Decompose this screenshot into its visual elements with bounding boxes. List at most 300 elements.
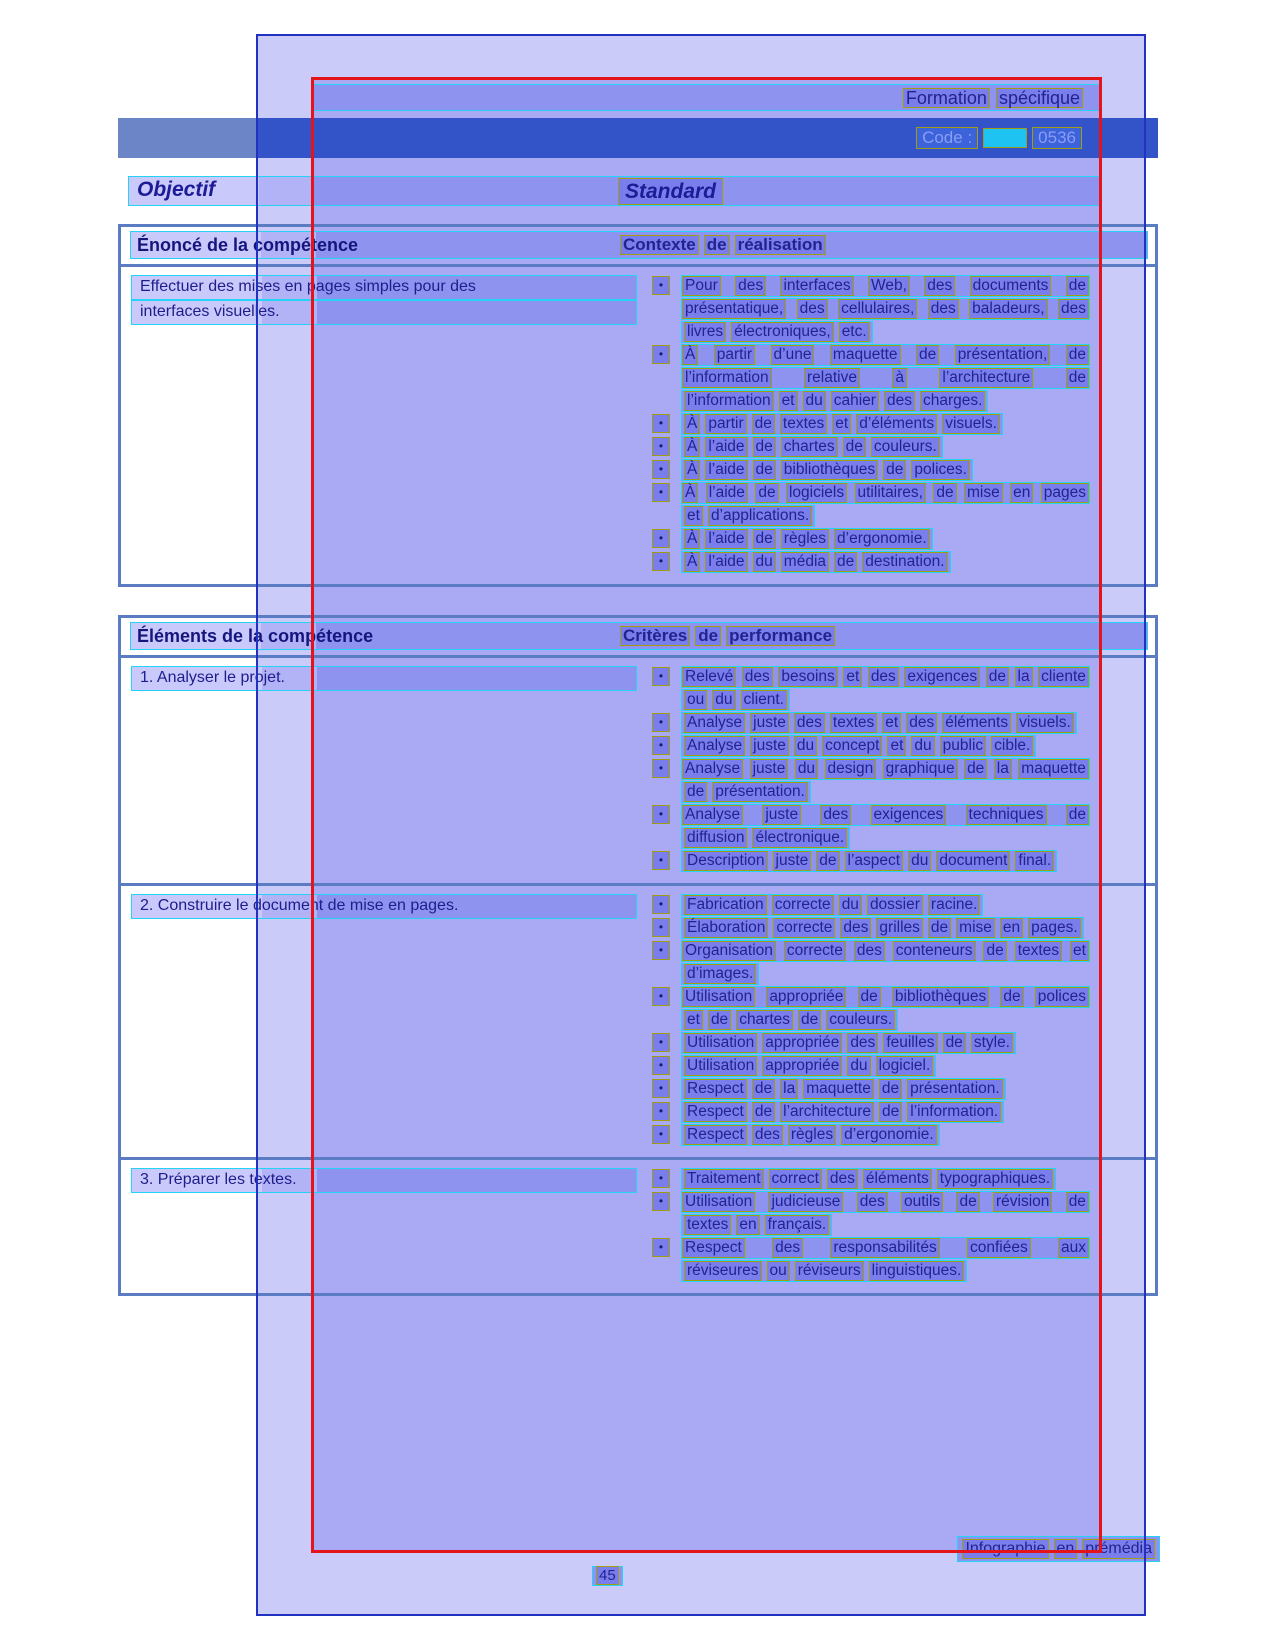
word-chip: client. [741,690,788,710]
bullet-marker: • [652,1102,670,1121]
bullet-marker: • [652,1079,670,1098]
line-highlight [681,1101,1004,1123]
bullet-marker: • [652,713,670,732]
word-chip: d’applications. [708,506,812,526]
word-chip: de [983,941,1006,961]
line-highlight [681,482,1090,504]
word-chip: couleurs. [871,437,940,457]
word-chip: textes [1015,941,1062,961]
bullet-marker: • [652,552,670,571]
word-chip: de [834,552,857,572]
word-chip: style. [971,1033,1013,1053]
word-chip: l’architecture [939,368,1033,388]
line-highlight [681,1078,1006,1100]
word-chip: des [847,1033,878,1053]
bullet-marker: • [652,895,670,914]
word-chip: utilitaires, [855,483,926,503]
word-chip: règles [788,1125,836,1145]
word-chip: du [794,736,817,756]
word-chip: de [684,782,707,802]
word-chip: présentatique, [682,299,786,319]
word-chip: des [772,1238,803,1258]
table1-header-band [130,231,1148,259]
word-chip: de [986,667,1009,687]
word-chip: partir [714,345,755,365]
statement-line: interfaces visuelles. [131,300,637,325]
word-chip: des [827,1169,858,1189]
bullet-marker: • [652,1033,670,1052]
line-highlight [681,275,1090,297]
word-chip: électroniques, [731,322,834,342]
code-label: Code : [916,127,978,149]
bullet-line [620,712,1090,735]
word-chip: de [943,1033,966,1053]
word-chip: présentation. [712,782,808,802]
word-chip: français. [765,1215,830,1235]
word-chip: des [868,667,899,687]
word-chip: du [839,895,862,915]
footer-note-line [957,1536,1160,1562]
table1-header-row [121,227,1155,267]
word-chip: des [884,391,915,411]
word-chip: des [854,941,885,961]
word-chip: relative [804,368,860,388]
word-chip: de [752,1079,775,1099]
word-chip: mise [956,918,995,938]
element-cell [131,1168,637,1193]
word-chip: Respect [684,1125,747,1145]
bullet-line [620,850,1090,873]
bullet-line [620,1055,1090,1078]
line-highlight [681,804,1090,826]
line-highlight [681,298,1090,320]
bullet-line [620,917,1090,940]
header-bar [118,118,1158,158]
bullet-marker: • [652,414,670,433]
word-chip: livres [684,322,726,342]
word-chip: de [956,1192,979,1212]
bullet-line [620,1214,1090,1237]
criteria-cell [620,1160,1090,1293]
bullet-line [620,436,1090,459]
word-chip: de [755,483,778,503]
word-chip: logiciels [786,483,847,503]
word-chip: pages. [1028,918,1081,938]
bullet-line [620,1168,1090,1191]
word-chip: Respect [684,1079,747,1099]
line-highlight [681,1055,936,1077]
word-chip: et [832,414,851,434]
word-chip: Contexte [620,235,699,255]
row-label: 2. Construire le document de mise en pages. [131,894,637,919]
bullet-line [620,1260,1090,1283]
bullet-line [620,735,1090,758]
word-chip: à [892,368,907,388]
word-chip: l’information. [907,1102,1001,1122]
bullet-line [620,986,1090,1009]
word-chip: l’aide [705,460,747,480]
word-chip: diffusion [684,828,747,848]
word-chip: de [916,345,939,365]
bullet-line [620,963,1090,986]
word-chip: etc. [839,322,870,342]
word-chip: À [684,437,700,457]
bullet-line [620,551,1090,574]
word-chip: et [779,391,798,411]
word-chip: de [928,918,951,938]
word-chip: juste [773,851,812,871]
bullet-line [620,413,1090,436]
word-chip: révision [993,1192,1052,1212]
bullet-line [620,827,1090,850]
word-chip: Utilisation [684,1056,757,1076]
word-chip: média [781,552,829,572]
line-highlight [681,758,1090,780]
word-chip: de [843,437,866,457]
word-chip: grilles [876,918,922,938]
line-highlight [681,390,988,412]
word-chip: À [684,552,700,572]
word-chip: de [1066,276,1089,296]
word-chip: des [794,713,825,733]
word-chip: mise [964,483,1003,503]
word-chip: d’ergonomie. [841,1125,937,1145]
word-chip: du [803,391,826,411]
word-chip: confiées [967,1238,1031,1258]
word-chip: électronique. [752,828,847,848]
bullet-line [620,321,1090,344]
word-chip: du [908,851,931,871]
word-chip: des [840,918,871,938]
bullet-marker: • [652,736,670,755]
bullet-marker: • [652,276,670,295]
line-highlight [681,1168,1056,1190]
word-chip: de [816,851,839,871]
word-chip: de [879,1102,902,1122]
word-chip: Relevé [682,667,736,687]
word-chip: des [820,805,851,825]
bullet-marker: • [652,1238,670,1257]
line-highlight [681,850,1057,872]
line-highlight [681,505,815,527]
word-chip: spécifique [996,88,1083,108]
word-chip: de [879,1079,902,1099]
bullet-line [620,344,1090,367]
word-chip: l’information [682,368,772,388]
word-chip: public [940,736,987,756]
word-chip: logiciel. [876,1056,934,1076]
word-chip: la [994,759,1012,779]
word-chip: Infographie [962,1539,1048,1559]
bullet-line [620,1009,1090,1032]
bullet-marker: • [652,529,670,548]
word-chip: chartes [736,1010,793,1030]
bullet-line [620,894,1090,917]
word-chip: d’une [771,345,815,365]
word-chip: du [795,759,818,779]
bullet-line [620,390,1090,413]
word-chip: textes [830,713,877,733]
bullet-marker: • [652,460,670,479]
table1-col2-header [620,235,826,255]
word-chip: maquette [830,345,901,365]
bullet-line [620,459,1090,482]
bullet-line [620,1032,1090,1055]
word-chip: et [684,506,703,526]
statement-cell [131,275,637,325]
word-chip: des [924,276,955,296]
criteria-cell [620,886,1090,1157]
criteria-cell [620,658,1090,883]
line-highlight [681,986,1090,1008]
word-chip: judicieuse [768,1192,843,1212]
bullet-marker: • [652,345,670,364]
word-chip: appropriée [766,987,846,1007]
word-chip: du [712,690,735,710]
word-chip: exigences [904,667,980,687]
word-chip: ou [684,690,707,710]
word-chip: Organisation [682,941,776,961]
table2-col2-header [620,626,835,646]
word-chip: outils [901,1192,943,1212]
word-chip: Fabrication [684,895,767,915]
word-chip: racine. [928,895,981,915]
word-chip: bibliothèques [892,987,989,1007]
word-chip: de [1066,805,1089,825]
word-chip: correct [769,1169,822,1189]
line-highlight [681,1191,1090,1213]
word-chip: partir [705,414,746,434]
table1-body-row [121,267,1155,584]
bullet-line [620,1124,1090,1147]
word-chip: correcte [772,895,834,915]
line-highlight [681,712,1077,734]
word-chip: l’aspect [845,851,904,871]
word-chip: l’aide [705,529,747,549]
word-chip: Analyse [684,713,745,733]
word-chip: d’images. [684,964,756,984]
word-chip: du [847,1056,870,1076]
word-chip: l’architecture [780,1102,874,1122]
word-chip: du [911,736,934,756]
word-chip: et [843,667,862,687]
line-highlight [681,689,790,711]
competence-context-table [118,224,1158,587]
word-chip: l’aide [705,437,747,457]
row-label: 3. Préparer les textes. [131,1168,637,1193]
bullet-marker: • [652,851,670,870]
word-chip: des [797,299,828,319]
word-chip: baladeurs, [969,299,1047,319]
word-chip: concept [822,736,882,756]
word-chip: de [704,235,730,255]
word-chip: réviseurs [795,1261,864,1281]
bullet-line [620,940,1090,963]
table2-body [121,658,1155,1293]
word-chip: textes [684,1215,731,1235]
word-chip: Respect [684,1102,747,1122]
word-chip: techniques [966,805,1047,825]
line-highlight [681,917,1084,939]
line-highlight [681,1009,898,1031]
word-chip: linguistiques. [869,1261,965,1281]
word-chip: de [752,414,775,434]
line-highlight [681,367,1090,389]
table2-header-row [121,618,1155,658]
elements-criteria-table [118,615,1158,1296]
word-chip: performance [726,626,835,646]
bullet-line [620,666,1090,689]
word-chip: l’aide [706,483,748,503]
bullet-line [620,1237,1090,1260]
word-chip: Web, [868,276,910,296]
line-highlight [681,781,811,803]
word-chip: présentation, [955,345,1051,365]
word-chip: Utilisation [682,987,755,1007]
word-chip: juste [750,713,789,733]
line-highlight [681,321,873,343]
word-chip: cliente [1038,667,1089,687]
word-chip: À [684,529,700,549]
formation-line [313,84,1102,111]
bullet-marker: • [652,759,670,778]
bullet-marker: • [652,805,670,824]
word-chip: Traitement [684,1169,764,1189]
word-chip: charges. [920,391,985,411]
word-chip: réviseures [684,1261,762,1281]
bullet-line [620,367,1090,390]
word-chip: À [684,414,700,434]
word-chip: visuels. [1016,713,1074,733]
word-chip: appropriée [762,1033,842,1053]
bullet-line [620,482,1090,505]
word-chip: maquette [803,1079,874,1099]
word-chip: de [752,1102,775,1122]
word-chip: documents [970,276,1052,296]
word-chip: du [753,552,776,572]
table2-col1-header: Éléments de la compétence [137,626,374,646]
word-chip: l’aide [705,552,747,572]
word-chip: d’ergonomie. [834,529,930,549]
word-chip: À [684,460,700,480]
word-chip: de [798,1010,821,1030]
bullet-marker: • [652,987,670,1006]
code-value: 0536 [1032,127,1082,149]
word-chip: des [742,667,773,687]
code-space-highlight [983,128,1027,148]
word-chip: des [857,1192,888,1212]
word-chip: Formation [903,88,990,108]
word-chip: bibliothèques [781,460,878,480]
word-chip: d’éléments [856,414,937,434]
bullet-line [620,528,1090,551]
word-chip: juste [762,805,801,825]
word-chip: de [858,987,881,1007]
word-chip: conteneurs [893,941,976,961]
word-chip: cellulaires, [838,299,917,319]
word-chip: de [708,1010,731,1030]
context-cell [620,267,1090,584]
standard-title: Standard [618,178,723,205]
bullet-line [620,275,1090,298]
word-chip: des [1058,299,1089,319]
word-chip: cible. [991,736,1033,756]
word-chip: de [964,759,987,779]
line-highlight [681,551,951,573]
element-cell [131,894,637,919]
word-chip: correcte [784,941,846,961]
word-chip: l’information [684,391,774,411]
word-chip: règles [781,529,829,549]
word-chip: des [735,276,766,296]
word-chip: de [695,626,721,646]
bullet-line [620,1191,1090,1214]
line-highlight [681,940,1090,962]
word-chip: À [682,345,698,365]
word-chip: Critères [620,626,690,646]
line-highlight [681,1237,1090,1259]
word-chip: Analyse [684,736,745,756]
bullet-line [620,758,1090,781]
bullet-line [620,689,1090,712]
line-highlight [681,1214,832,1236]
word-chip: de [933,483,956,503]
line-highlight [681,1260,967,1282]
word-chip: Élaboration [684,918,768,938]
line-highlight [681,528,933,550]
table1-col1-header: Énoncé de la compétence [137,235,359,255]
objectif-title: Objectif [137,178,216,201]
table-row [121,1157,1155,1293]
bullet-line [620,1101,1090,1124]
word-chip: Analyse [682,759,743,779]
word-chip: visuels. [942,414,1000,434]
bullet-line [620,781,1090,804]
word-chip: final. [1015,851,1054,871]
word-chip: Description [684,851,768,871]
word-chip: textes [780,414,827,434]
table-row [121,883,1155,1157]
page-number-chip: 45 [596,1566,619,1585]
code-line [916,127,1082,149]
word-chip: et [1070,941,1089,961]
word-chip: réalisation [735,235,826,255]
word-chip: de [753,437,776,457]
word-chip: et [882,713,901,733]
word-chip: de [883,460,906,480]
word-chip: polices. [911,460,970,480]
word-chip: ou [767,1261,790,1281]
word-chip: Analyse [682,805,743,825]
word-chip: feuilles [883,1033,937,1053]
bullet-line [620,804,1090,827]
word-chip: cahier [831,391,879,411]
word-chip: éléments [863,1169,932,1189]
line-highlight [681,436,943,458]
line-highlight [681,413,1003,435]
word-chip: typographiques. [937,1169,1053,1189]
word-chip: À [682,483,698,503]
word-chip: chartes [781,437,838,457]
word-chip: juste [750,759,789,779]
objectif-standard-row [128,176,1102,206]
line-highlight [681,827,850,849]
word-chip: juste [750,736,789,756]
bullet-marker: • [652,437,670,456]
bullet-line [620,505,1090,528]
word-chip: des [928,299,959,319]
word-chip: maquette [1018,759,1089,779]
